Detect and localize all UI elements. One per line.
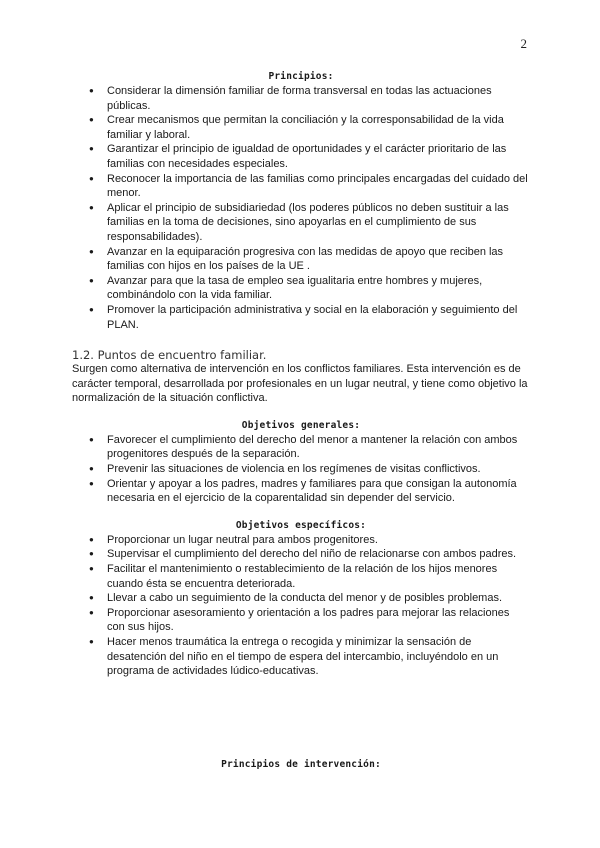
principios-list (72, 84, 530, 332)
list-item: ● Garantizar el principio de igualdad de oportunidades y el carácter prioritario de las familias con necesidades especiales. (72, 142, 530, 171)
list-item: ● Aplicar el principio de subsidiariedad (los poderes públicos no deben sustituir a las familias en la toma de decisiones, sino apoyarlas en el cumplimiento de sus responsabilidades). (72, 201, 530, 245)
objetivos-generales-heading: Objetivos generales: (241, 419, 361, 431)
page-number: 2 (520, 36, 527, 51)
principios-intervencion-heading: Principios de intervención: (221, 759, 381, 770)
list-item: ● Considerar la dimensión familiar de forma transversal en todas las actuaciones públicas. (72, 84, 530, 113)
section-intro: Surgen como alternativa de intervención en los conflictos familiares. Esta intervención es de carácter temporal, desarrollada por profesionales en un lugar neutral, y tiene como objetivo la normalización de la situación conflictiva. (72, 363, 528, 405)
section-title: 1.2. Puntos de encuentro familiar. (72, 348, 267, 363)
list-item: ● Proporcionar un lugar neutral para ambos progenitores. (72, 533, 530, 548)
list-item: ● Avanzar para que la tasa de empleo sea igualitaria entre hombres y mujeres, combinándolo con la vida familiar. (72, 274, 530, 303)
list-item: ● Facilitar el mantenimiento o restablecimiento de la relación de los hijos menores cuando ésta se encuentra deteriorada. (72, 562, 530, 591)
list-item: ● Promover la participación administrativa y social en la elaboración y seguimiento del PLAN. (72, 303, 530, 332)
principios-heading: Principios: (268, 71, 334, 82)
objetivos-generales-list (72, 433, 530, 506)
list-item: ● Favorecer el cumplimiento del derecho del menor a mantener la relación con ambos progenitores después de la separación. (72, 433, 530, 462)
list-item: ● Llevar a cabo un seguimiento de la conducta del menor y de posibles problemas. (72, 591, 530, 606)
list-item: ● Supervisar el cumplimiento del derecho del niño de relacionarse con ambos padres. (72, 547, 530, 562)
page-content (72, 70, 530, 679)
list-item: ● Prevenir las situaciones de violencia en los regímenes de visitas conflictivos. (72, 462, 530, 477)
objetivos-especificos-list (72, 533, 530, 679)
list-item: ● Orientar y apoyar a los padres, madres y familiares para que consigan la autonomía necesaria en el ejercicio de la coparentalidad sin depender del servicio. (72, 477, 530, 506)
list-item: ● Reconocer la importancia de las familias como principales encargadas del cuidado del menor. (72, 172, 530, 201)
objetivos-especificos-heading: Objetivos específicos: (235, 519, 367, 531)
list-item: ● Crear mecanismos que permitan la conciliación y la corresponsabilidad de la vida familiar y laboral. (72, 113, 530, 142)
list-item: ● Hacer menos traumática la entrega o recogida y minimizar la sensación de desatención del niño en el tiempo de espera del intercambio, incluyéndolo en un programa de actividades lúdico-educativas. (72, 635, 530, 679)
list-item: ● Proporcionar asesoramiento y orientación a los padres para mejorar las relaciones con sus hijos. (72, 606, 530, 635)
list-item: ● Avanzar en la equiparación progresiva con las medidas de apoyo que reciben las familias con hijos en los países de la UE . (72, 245, 530, 274)
